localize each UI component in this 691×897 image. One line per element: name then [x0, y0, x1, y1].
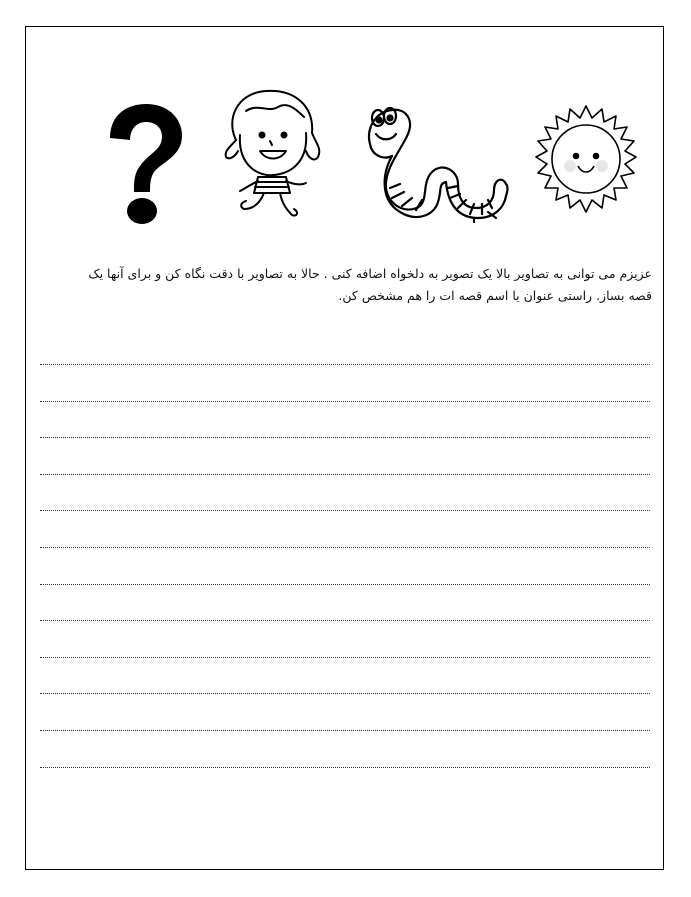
writing-line — [40, 437, 650, 438]
writing-line — [40, 620, 650, 621]
writing-line — [40, 730, 650, 731]
instructions-line-1: عزیزم می توانی به تصاویر بالا یک تصویر به دلخواه اضافه کنی . حالا به تصاویر با دقت نگاه کن و برای آنها یک — [88, 266, 652, 281]
writing-lines — [40, 0, 650, 897]
writing-line — [40, 547, 650, 548]
instructions-line-2: قصه بساز. راستی عنوان یا اسم قصه ات را هم مشخص کن. — [338, 288, 652, 303]
writing-line — [40, 401, 650, 402]
writing-line — [40, 584, 650, 585]
writing-line — [40, 767, 650, 768]
writing-line — [40, 510, 650, 511]
writing-line — [40, 474, 650, 475]
writing-line — [40, 657, 650, 658]
writing-line — [40, 364, 650, 365]
writing-line — [40, 693, 650, 694]
